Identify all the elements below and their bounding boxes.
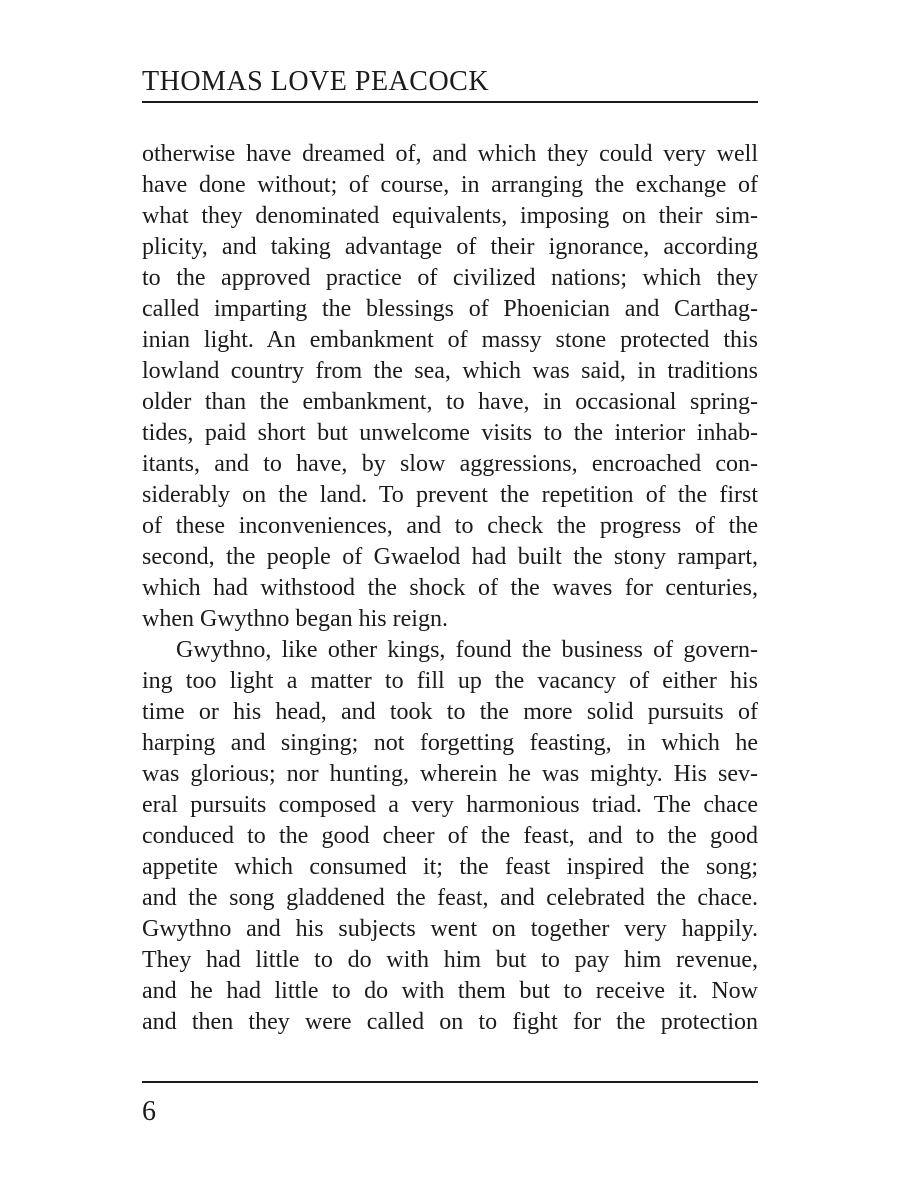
text-line: when Gwythno began his reign. xyxy=(142,606,448,632)
text-line: otherwise have dreamed of, and which they could very well xyxy=(142,141,758,167)
text-line: and the song gladdened the feast, and celebrated the chace. xyxy=(142,885,758,911)
header-rule xyxy=(142,101,758,103)
text-line: itants, and to have, by slow aggressions, encroached con- xyxy=(142,451,758,477)
text-line: of these inconveniences, and to check the progress of the xyxy=(142,513,758,539)
text-line: time or his head, and took to the more solid pursuits of xyxy=(142,699,758,725)
text-line: harping and singing; not forgetting feasting, in which he xyxy=(142,730,758,756)
text-line: appetite which consumed it; the feast inspired the song; xyxy=(142,854,758,880)
running-head: THOMAS LOVE PEACOCK xyxy=(142,66,490,97)
text-line: older than the embankment, to have, in occasional spring- xyxy=(142,389,758,415)
text-line: was glorious; nor hunting, wherein he was mighty. His sev- xyxy=(142,761,758,787)
text-line: second, the people of Gwaelod had built the stony rampart, xyxy=(142,544,758,570)
text-line: inian light. An embankment of massy stone protected this xyxy=(142,327,758,353)
text-line: plicity, and taking advantage of their ignorance, according xyxy=(142,234,758,260)
text-line: eral pursuits composed a very harmonious triad. The chace xyxy=(142,792,758,818)
text-line: lowland country from the sea, which was said, in traditions xyxy=(142,358,758,384)
page-number: 6 xyxy=(142,1096,156,1127)
text-line: called imparting the blessings of Phoenician and Carthag- xyxy=(142,296,758,322)
text-line: Gwythno and his subjects went on together very happily. xyxy=(142,916,758,942)
text-line: have done without; of course, in arranging the exchange of xyxy=(142,172,758,198)
footer-rule xyxy=(142,1081,758,1083)
text-line: Gwythno, like other kings, found the business of govern- xyxy=(176,637,758,663)
text-line: to the approved practice of civilized nations; which they xyxy=(142,265,758,291)
text-line: which had withstood the shock of the waves for centuries, xyxy=(142,575,758,601)
text-line: and he had little to do with them but to receive it. Now xyxy=(142,978,758,1004)
text-line: They had little to do with him but to pay him revenue, xyxy=(142,947,758,973)
text-line: and then they were called on to fight for the protection xyxy=(142,1009,758,1035)
text-line: siderably on the land. To prevent the repetition of the first xyxy=(142,482,758,508)
text-line: tides, paid short but unwelcome visits to the interior inhab- xyxy=(142,420,758,446)
text-line: conduced to the good cheer of the feast, and to the good xyxy=(142,823,758,849)
body-text xyxy=(142,139,758,1038)
text-line: what they denominated equivalents, imposing on their sim- xyxy=(142,203,758,229)
text-line: ing too light a matter to fill up the vacancy of either his xyxy=(142,668,758,694)
